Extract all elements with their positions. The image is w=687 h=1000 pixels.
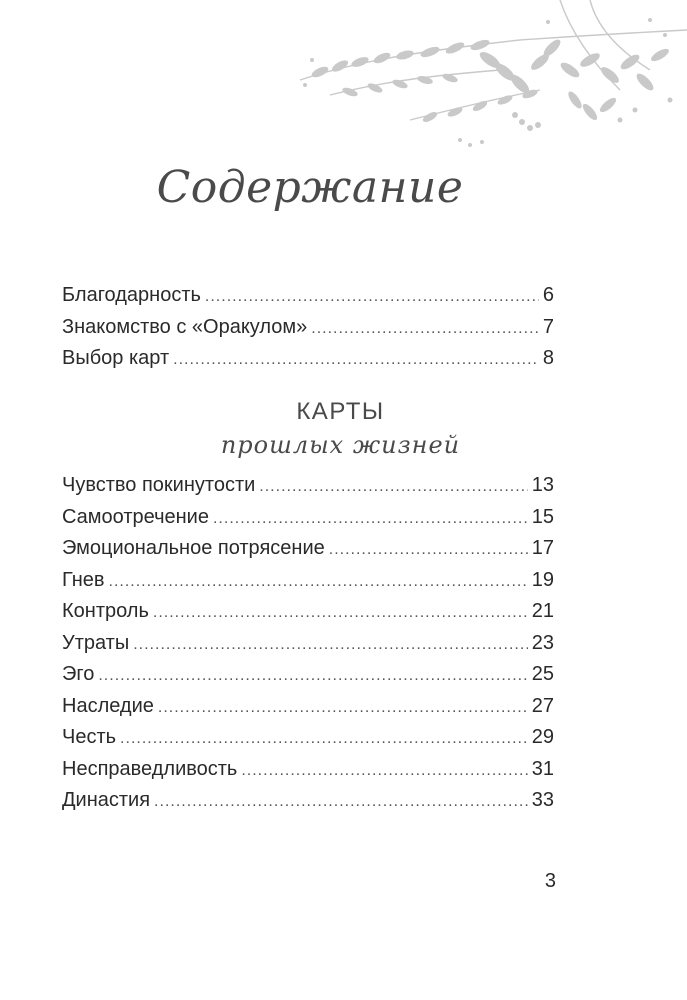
toc-entry-label: Благодарность — [62, 284, 201, 306]
toc-entry-label: Честь — [62, 726, 117, 748]
toc-leader-dots — [311, 313, 539, 345]
toc-entry[interactable] — [62, 785, 554, 817]
toc-entry-label: Выбор карт — [62, 347, 170, 369]
toc-entry-page: 19 — [531, 568, 554, 591]
toc-entry[interactable] — [62, 659, 554, 691]
toc-entry[interactable] — [62, 596, 554, 628]
toc-entry[interactable] — [62, 343, 554, 375]
toc-leader-dots — [120, 723, 528, 755]
toc-entry[interactable] — [62, 312, 554, 344]
toc-leader-dots — [98, 660, 527, 692]
toc-entry-label: Самоотречение — [62, 505, 209, 528]
toc-entry-page: 23 — [531, 631, 554, 654]
page-title: Содержание — [156, 162, 464, 213]
section-heading-sub: прошлых жизней — [220, 431, 461, 459]
toc-leader-dots — [154, 786, 528, 818]
toc-entry-page: 29 — [531, 726, 554, 748]
toc-leader-dots — [109, 566, 528, 598]
toc-entry-page: 31 — [531, 757, 554, 780]
toc-leader-dots — [329, 534, 528, 566]
toc-leader-dots — [153, 597, 528, 629]
toc-entry-page: 13 — [531, 474, 554, 496]
toc-leader-dots — [241, 755, 527, 787]
toc-entry[interactable] — [62, 628, 554, 660]
toc-entry-label: Эго — [62, 663, 95, 685]
section-heading — [0, 398, 687, 460]
toc-entry-page: 15 — [531, 505, 554, 528]
toc-entry[interactable] — [62, 280, 554, 312]
toc-entry[interactable] — [62, 565, 554, 597]
toc-cards-list — [62, 470, 554, 817]
toc-entry-page: 8 — [542, 347, 554, 369]
toc-entry[interactable] — [62, 470, 554, 502]
toc-entry-page: 7 — [542, 315, 554, 338]
toc-entry-page: 27 — [531, 694, 554, 717]
toc-entry[interactable] — [62, 691, 554, 723]
toc-entry-label: Наследие — [62, 694, 154, 717]
toc-entry-page: 6 — [542, 284, 554, 306]
toc-entry[interactable] — [62, 533, 554, 565]
toc-entry-label: Утраты — [62, 631, 130, 654]
toc-leader-dots — [259, 471, 527, 503]
toc-leader-dots — [158, 692, 528, 724]
toc-entry-page: 21 — [531, 600, 554, 622]
toc-entry-label: Эмоциональное потрясение — [62, 537, 325, 559]
toc-entry[interactable] — [62, 754, 554, 786]
toc-entry-label: Династия — [62, 789, 151, 811]
toc-entry[interactable] — [62, 502, 554, 534]
section-heading-main: КАРТЫ — [296, 398, 385, 425]
toc-leader-dots — [173, 344, 539, 376]
botanical-decoration — [290, 0, 687, 160]
toc-entry-label: Знакомство с «Оракулом» — [62, 315, 308, 338]
toc-entry-page: 33 — [531, 789, 554, 811]
toc-entry-label: Несправедливость — [62, 757, 238, 780]
toc-entry-page: 17 — [531, 537, 554, 559]
toc-leader-dots — [205, 281, 539, 313]
toc-entry[interactable] — [62, 722, 554, 754]
toc-leader-dots — [213, 503, 528, 535]
toc-entry-page: 25 — [531, 663, 554, 685]
toc-leader-dots — [133, 629, 528, 661]
toc-intro-list — [62, 280, 554, 375]
toc-entry-label: Контроль — [62, 600, 149, 622]
page-number: 3 — [544, 870, 556, 892]
toc-entry-label: Гнев — [62, 568, 105, 591]
toc-entry-label: Чувство покинутости — [62, 474, 256, 496]
